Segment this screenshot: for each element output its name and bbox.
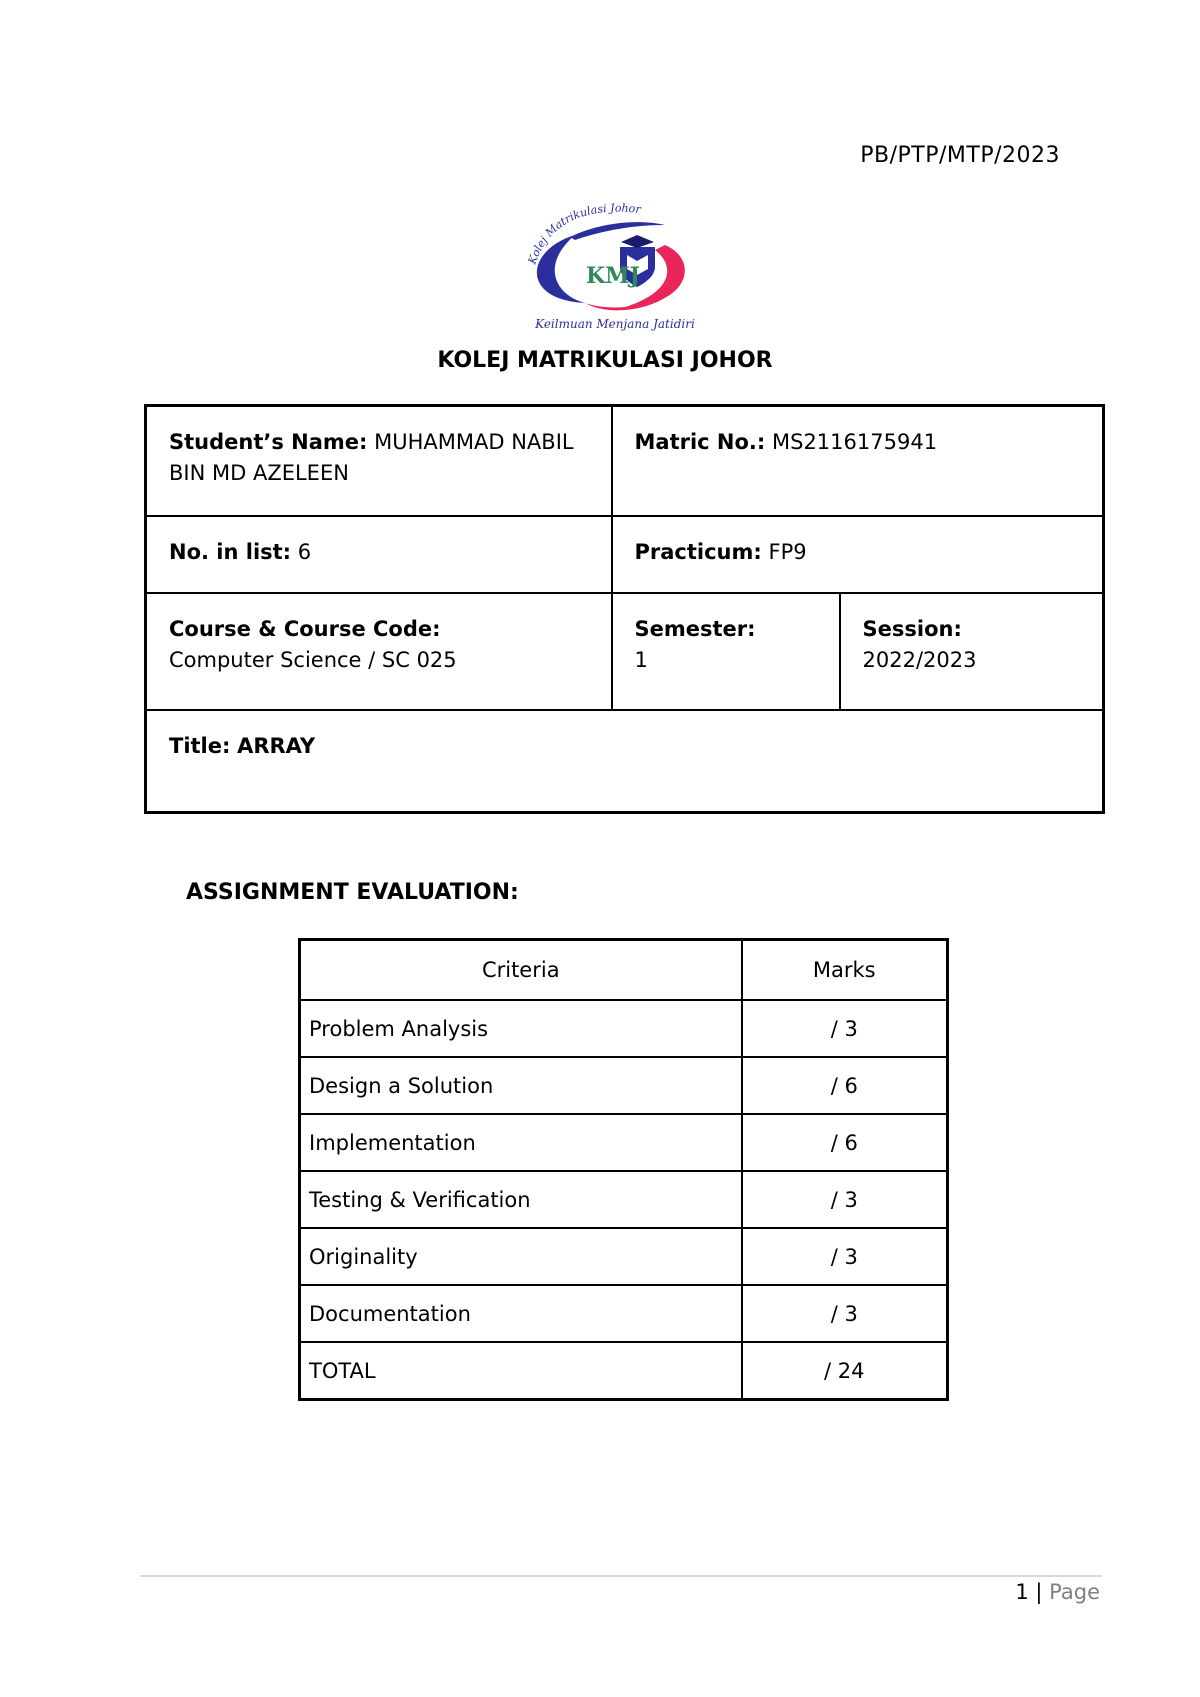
practicum-value: FP9 [768,540,807,564]
list-number-value: 6 [297,540,312,564]
matric-cell [612,406,1104,517]
title-label: Title: [169,734,231,758]
table-row [300,1057,948,1114]
criteria-cell: Testing & Verification [300,1171,742,1228]
total-row [300,1342,948,1400]
title-cell [146,710,1104,813]
total-label-cell: TOTAL [300,1342,742,1400]
matric-label: Matric No.: [634,430,766,454]
semester-value: 1 [634,648,648,672]
practicum-cell [612,516,1104,593]
course-label: Course & Course Code: [169,617,441,641]
course-value: Computer Science / SC 025 [169,648,457,672]
title-value: ARRAY [237,734,316,758]
practicum-label: Practicum: [634,540,762,564]
semester-cell [612,593,840,710]
criteria-cell: Documentation [300,1285,742,1342]
criteria-cell: Problem Analysis [300,1000,742,1057]
table-row [300,1228,948,1285]
list-number-cell [146,516,612,593]
marks-cell: / 3 [742,1285,948,1342]
evaluation-header-row [300,940,948,1001]
session-cell [840,593,1104,710]
marks-header: Marks [742,940,948,1001]
session-value: 2022/2023 [862,648,977,672]
criteria-cell: Implementation [300,1114,742,1171]
logo-abbr: KMJ [586,263,640,289]
student-info-table [144,404,1105,814]
matric-value: MS2116175941 [772,430,938,454]
marks-cell: / 3 [742,1000,948,1057]
logo-motto: Keilmuan Menjana Jatidiri [535,317,695,331]
course-cell [146,593,612,710]
semester-label: Semester: [634,617,756,641]
list-number-label: No. in list: [169,540,292,564]
total-marks-cell: / 24 [742,1342,948,1400]
logo-arc-text: Kolej Matrikulasi Johor [525,201,642,266]
criteria-header: Criteria [300,940,742,1001]
marks-cell: / 6 [742,1114,948,1171]
page-footer [1015,1580,1100,1604]
page-separator: | [1035,1580,1043,1604]
criteria-cell: Design a Solution [300,1057,742,1114]
marks-cell: / 3 [742,1171,948,1228]
student-name-label: Student’s Name: [169,430,368,454]
marks-cell: / 3 [742,1228,948,1285]
page-label: Page [1049,1580,1100,1604]
table-row [300,1000,948,1057]
student-name-value: MUHAMMAD NABIL BIN MD AZELEEN [169,430,574,485]
table-row [300,1285,948,1342]
page-number: 1 [1015,1580,1029,1604]
kmj-logo-icon [515,195,715,345]
criteria-cell: Originality [300,1228,742,1285]
table-row [300,1171,948,1228]
marks-cell: / 6 [742,1057,948,1114]
session-label: Session: [862,617,962,641]
evaluation-table [298,938,949,1401]
document-reference: PB/PTP/MTP/2023 [860,143,1060,168]
table-row [300,1114,948,1171]
evaluation-heading: ASSIGNMENT EVALUATION: [186,880,519,905]
college-name: KOLEJ MATRIKULASI JOHOR [437,348,773,373]
footer-divider [140,1575,1102,1577]
college-logo [515,195,715,345]
student-name-cell [146,406,612,517]
